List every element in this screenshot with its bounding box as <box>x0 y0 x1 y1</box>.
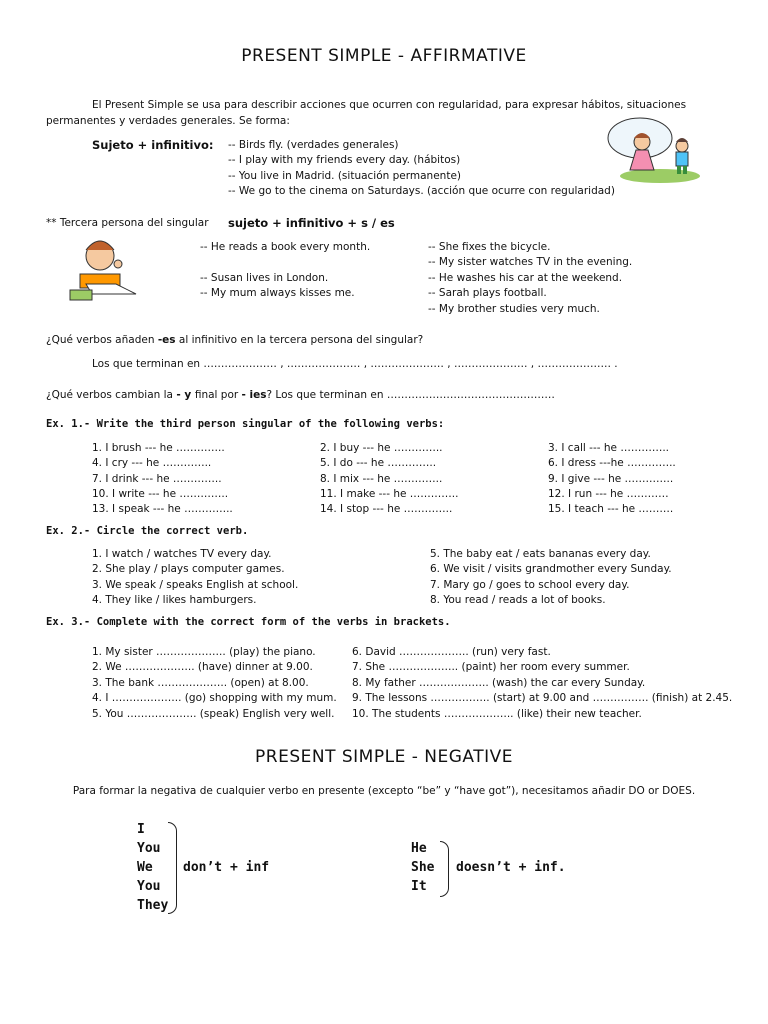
ex1-grid <box>92 442 692 518</box>
q2-mid: final por <box>194 389 242 401</box>
ex3-item: 5. You ……………….. (speak) English very well. <box>92 707 335 720</box>
ex3-item: 8. My father ……………….. (wash) the car every Sunday. <box>352 676 646 689</box>
ex2-title: Ex. 2.- Circle the correct verb. <box>46 525 249 537</box>
third-right-1: -- She fixes the bicycle. <box>428 241 551 253</box>
ex1-title: Ex. 1.- Write the third person singular of the following verbs: <box>46 418 445 430</box>
ex1-item: 13. I speak --- he ………….. <box>92 503 233 516</box>
ex1-item: 8. I mix --- he ………….. <box>320 472 443 485</box>
ex3-item: 1. My sister ……………….. (play) the piano. <box>92 646 316 658</box>
ex1-item: 3. I call --- he ………….. <box>548 442 670 454</box>
third-right-2: -- My sister watches TV in the evening. <box>428 256 633 269</box>
third-person-examples-right <box>428 241 632 318</box>
subject: We <box>137 860 153 875</box>
q2-pre: ¿Qué verbos cambian la <box>46 389 177 401</box>
negative-group-2-formula: doesn’t + inf. <box>456 860 566 875</box>
intro-line-2: permanentes y verdades generales. Se forma: <box>46 115 290 127</box>
subject: She <box>411 860 435 875</box>
ex1-item: 4. I cry --- he ………….. <box>92 457 212 470</box>
ex3-left <box>92 646 337 723</box>
ex3-item: 6. David ……………….. (run) very fast. <box>352 646 551 658</box>
question-1-answer: Los que terminan en ………………… , ………………… , ………………… , ………………… , ………………… . <box>92 358 618 370</box>
subject: They <box>137 898 169 913</box>
third-right-3: -- He washes his car at the weekend. <box>428 271 623 284</box>
third-left-2 <box>200 256 370 271</box>
form-label: Sujeto + infinitivo: <box>92 138 214 152</box>
third-right-4: -- Sarah plays football. <box>428 287 547 300</box>
ex3-item: 4. I ……………….. (go) shopping with my mum. <box>92 692 337 705</box>
ex2-item: 4. They like / likes hamburgers. <box>92 594 257 607</box>
negative-group-1-subjects <box>137 822 168 917</box>
ex3-item: 9. The lessons …………….. (start) at 9.00 and ……………. (finish) at 2.45. <box>352 692 733 705</box>
example-4: -- We go to the cinema on Saturdays. (acción que ocurre con regularidad) <box>228 185 615 198</box>
ex2-item: 8. You read / reads a lot of books. <box>430 594 606 607</box>
third-right-5: -- My brother studies very much. <box>428 302 600 315</box>
q1-pre: ¿Qué verbos añaden <box>46 334 158 346</box>
q1-post: al infinitivo en la tercera persona del singular? <box>175 334 424 346</box>
negative-group-2-subjects <box>411 841 434 898</box>
brace-2 <box>440 841 449 897</box>
ex2-item: 6. We visit / visits grandmother every Sunday. <box>430 563 672 576</box>
ex3-right <box>352 646 732 723</box>
q2-bold-1: - y <box>176 389 195 401</box>
ex1-item: 5. I do --- he ………….. <box>320 457 437 470</box>
q2-bold-2: - ies <box>241 389 267 401</box>
affirmative-title: PRESENT SIMPLE - AFFIRMATIVE <box>241 46 527 66</box>
subject: It <box>411 879 427 894</box>
third-person-formula: sujeto + infinitivo + s / es <box>228 216 395 230</box>
example-2: -- I play with my friends every day. (hábitos) <box>228 154 461 167</box>
ex3-item: 7. She ……………….. (paint) her room every summer. <box>352 661 630 674</box>
negative-intro: Para formar la negativa de cualquier verbo en presente (excepto “be” y “have got”), necesitamos añadir DO or DOES. <box>72 785 696 797</box>
ex2-right <box>430 548 672 610</box>
ex3-item: 3. The bank ……………….. (open) at 8.00. <box>92 676 309 689</box>
ex1-item: 10. I write --- he ………….. <box>92 487 229 500</box>
ex2-item: 3. We speak / speaks English at school. <box>92 578 299 591</box>
boy-reading-illustration <box>66 234 148 306</box>
ex1-item: 14. I stop --- he ………….. <box>320 503 453 516</box>
brace-1 <box>168 822 177 914</box>
subject: You <box>137 879 161 894</box>
subject: You <box>137 841 161 856</box>
ex2-item: 7. Mary go / goes to school every day. <box>430 578 630 591</box>
example-1: -- Birds fly. (verdades generales) <box>228 139 399 151</box>
ex1-item: 15. I teach --- he ………. <box>548 503 674 516</box>
children-illustration <box>600 116 704 184</box>
ex3-item: 2. We ……………….. (have) dinner at 9.00. <box>92 661 313 674</box>
affirmative-examples <box>228 139 615 201</box>
ex1-item: 2. I buy --- he ………….. <box>320 442 443 454</box>
third-left-3: -- Susan lives in London. <box>200 271 329 284</box>
ex2-left <box>92 548 298 610</box>
negative-title: PRESENT SIMPLE - NEGATIVE <box>255 747 513 767</box>
third-left-4: -- My mum always kisses me. <box>200 287 355 300</box>
ex2-item: 5. The baby eat / eats bananas every day. <box>430 548 651 560</box>
q2-post: ? Los que terminan en ………………………………………… <box>266 389 555 401</box>
ex1-item: 9. I give --- he ………….. <box>548 472 674 485</box>
third-person-examples-left <box>200 241 370 303</box>
intro-line-1: El Present Simple se usa para describir acciones que ocurren con regularidad, para expresar hábitos, situaciones <box>92 99 687 111</box>
third-left-1: -- He reads a book every month. <box>200 241 371 253</box>
ex1-item: 7. I drink --- he ………….. <box>92 472 222 485</box>
negative-group-1-formula: don’t + inf <box>183 860 270 875</box>
subject: I <box>137 822 145 837</box>
example-3: -- You live in Madrid. (situación permanente) <box>228 169 461 182</box>
q1-bold: -es <box>157 334 176 346</box>
ex3-title: Ex. 3.- Complete with the correct form of the verbs in brackets. <box>46 616 451 628</box>
third-person-label: ** Tercera persona del singular <box>46 217 209 229</box>
question-2 <box>46 389 555 401</box>
ex2-item: 1. I watch / watches TV every day. <box>92 548 272 560</box>
ex1-item: 1. I brush --- he ………….. <box>92 442 225 454</box>
ex1-item: 11. I make --- he ………….. <box>320 487 459 500</box>
subject: He <box>411 841 427 856</box>
ex1-item: 6. I dress ---he ………….. <box>548 457 676 470</box>
ex3-item: 10. The students ……………….. (like) their new teacher. <box>352 707 642 720</box>
question-1 <box>46 334 423 346</box>
ex2-item: 2. She play / plays computer games. <box>92 563 285 576</box>
ex1-item: 12. I run --- he ………… <box>548 487 669 500</box>
